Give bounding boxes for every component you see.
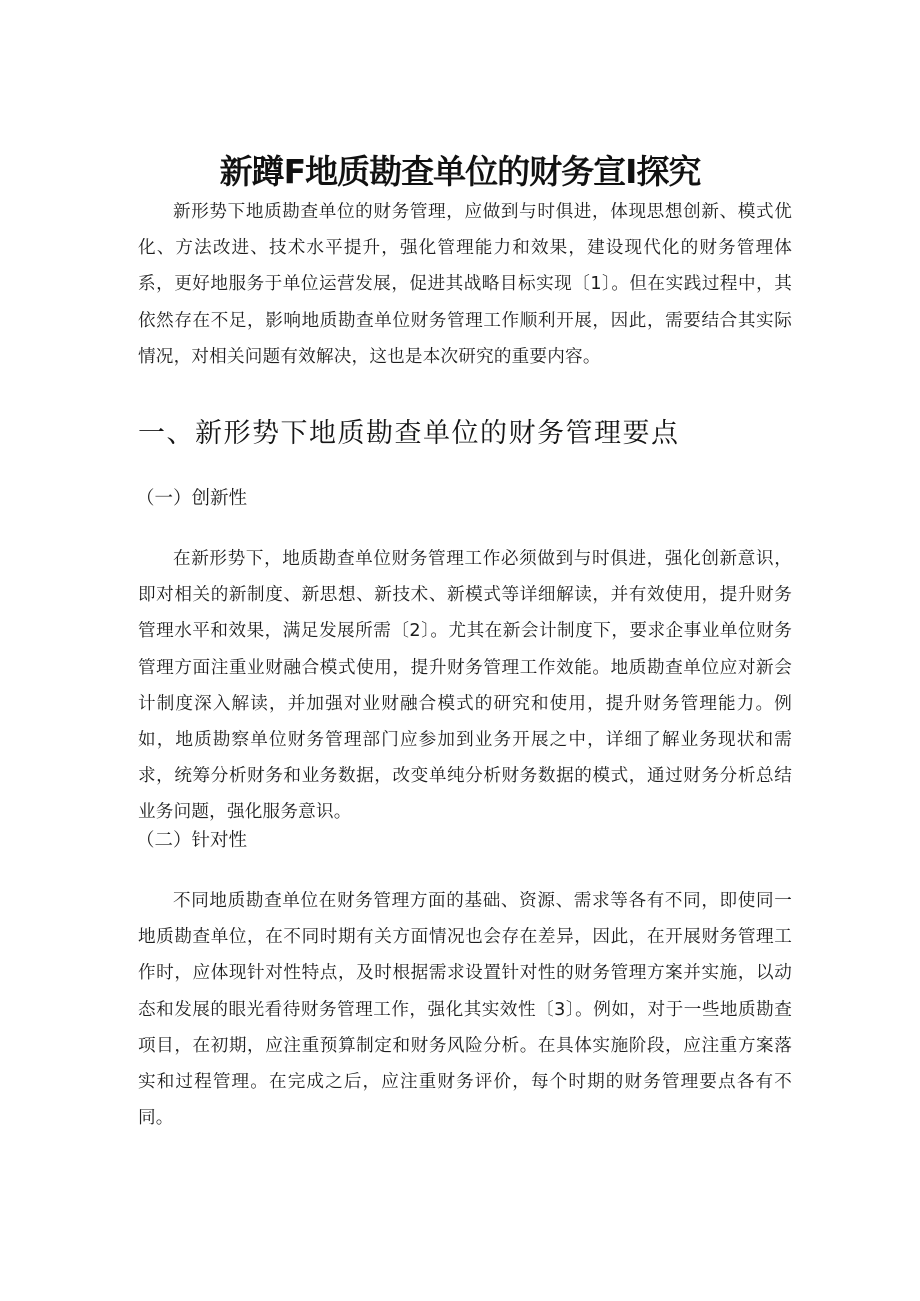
- subsection-heading-innovation: （一）创新性: [136, 488, 248, 509]
- subsection-heading-targeted: （二）针对性: [136, 830, 248, 851]
- innovation-paragraph: 在新形势下，地质勘查单位财务管理工作必须做到与时俱进，强化创新意识，即对相关的新制度、新思想、新技术、新模式等详细解读，并有效使用，提升财务管理水平和效果，满足发展所需〔2〕。尤其在新会计制度下，要求企事业单位财务管理方面注重业财融合模式使用，提升财务管理工作效能。地质勘查单位应对新会计制度深入解读，并加强对业财融合模式的研究和使用，提升财务管理能力。例如，地质勘察单位财务管理部门应参加到业务开展之中，详细了解业务现状和需求，统筹分析财务和业务数据，改变单纯分析财务数据的模式，通过财务分析总结业务问题，强化服务意识。: [138, 549, 792, 823]
- intro-paragraph: 新形势下地质勘查单位的财务管理，应做到与时俱进，体现思想创新、模式优化、方法改进、技术水平提升，强化管理能力和效果，建设现代化的财务管理体系，更好地服务于单位运营发展，促进其战略目标实现〔1〕。但在实践过程中，其依然存在不足，影响地质勘查单位财务管理工作顺利开展，因此，需要结合其实际情况，对相关问题有效解决，这也是本次研究的重要内容。: [138, 202, 792, 367]
- targeted-paragraph: 不同地质勘查单位在财务管理方面的基础、资源、需求等各有不同，即使同一地质勘查单位，在不同时期有关方面情况也会存在差异，因此，在开展财务管理工作时，应体现针对性特点，及时根据需求设置针对性的财务管理方案并实施，以动态和发展的眼光看待财务管理工作，强化其实效性〔3〕。例如，对于一些地质勘查项目，在初期，应注重预算制定和财务风险分析。在具体实施阶段，应注重方案落实和过程管理。在完成之后，应注重财务评价，每个时期的财务管理要点各有不同。: [138, 891, 792, 1129]
- document-title: 新蹲F地质勘查单位的财务宣I探究: [219, 152, 701, 192]
- section-heading-1: 一、新形势下地质勘查单位的财务管理要点: [138, 418, 680, 449]
